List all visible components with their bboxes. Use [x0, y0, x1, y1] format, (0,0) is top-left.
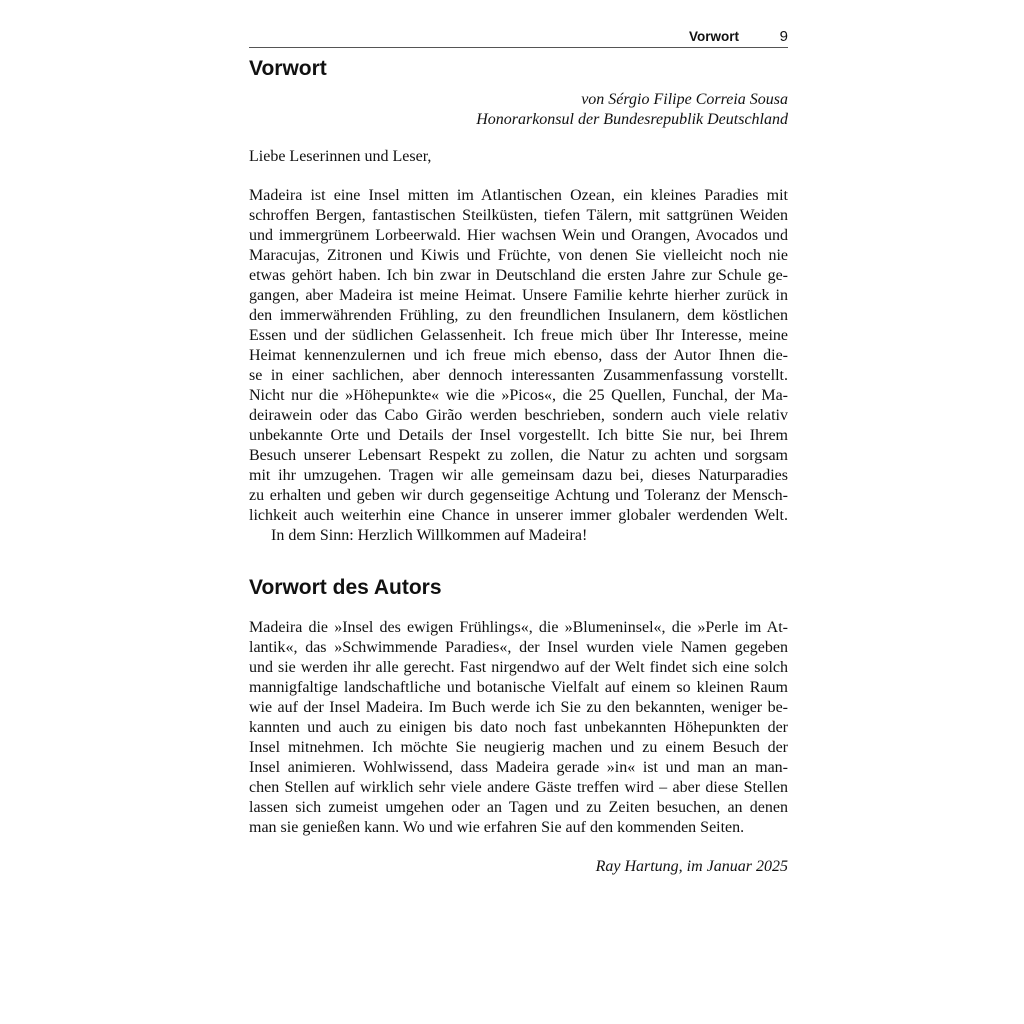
- foreword-body: [249, 186, 788, 546]
- body-line: Maracujas, Zitronen und Kiwis und Früchte, von denen Sie vielleicht noch nie: [249, 247, 788, 264]
- body-line: man sie genießen kann. Wo und wie erfahren Sie auf den kommenden Seiten.: [249, 819, 745, 836]
- closing-line: In dem Sinn: Herzlich Willkommen auf Madeira!: [271, 527, 588, 544]
- body-line: Essen und der südlichen Gelassenheit. Ich freue mich über Ihr Interesse, meine: [249, 327, 788, 344]
- body-line: se in einer sachlichen, aber dennoch interessanten Zusammenfassung vorstellt.: [249, 367, 788, 384]
- body-line: Heimat kennenzulernen und ich freue mich ebenso, dass der Autor Ihnen die-: [249, 347, 788, 364]
- running-header-section: Vorwort: [689, 29, 739, 44]
- foreword-byline: [249, 90, 788, 130]
- body-line: wie auf der Insel Madeira. Im Buch werde ich Sie zu den bekannten, weniger be-: [249, 699, 788, 716]
- body-line: etwas gehört haben. Ich bin zwar in Deutschland die ersten Jahre zur Schule ge-: [249, 267, 788, 284]
- byline-role: Honorarkonsul der Bundesrepublik Deutschland: [476, 111, 788, 128]
- running-header: [249, 28, 788, 48]
- body-line: und immergrünem Lorbeerwald. Hier wachsen Wein und Orangen, Avocados und: [249, 227, 788, 244]
- foreword-title: Vorwort: [249, 57, 327, 80]
- body-line: kannten und auch zu einigen bis dato noch fast unbekannten Höhepunkten der: [249, 719, 788, 736]
- author-foreword-body: [249, 618, 788, 838]
- page-number: 9: [779, 28, 788, 45]
- body-line: Besuch unserer Lebensart Respekt zu zollen, die Natur zu achten und sorgsam: [249, 447, 788, 464]
- body-line: lichkeit auch weiterhin eine Chance in unserer immer globaler werdenden Welt.: [249, 507, 788, 524]
- salutation: Liebe Leserinnen und Leser,: [249, 148, 432, 165]
- body-line: gangen, aber Madeira ist meine Heimat. Unsere Familie kehrte hierher zurück in: [249, 287, 788, 304]
- body-line: schroffen Bergen, fantastischen Steilküsten, tiefen Tälern, mit sattgrünen Weiden: [249, 207, 788, 224]
- body-line: zu erhalten und geben wir durch gegenseitige Achtung und Toleranz der Mensch-: [249, 487, 788, 504]
- body-line: Insel animieren. Wohlwissend, dass Madeira gerade »in« ist und man an man-: [249, 759, 788, 776]
- body-line: Nicht nur die »Höhepunkte« wie die »Picos«, die 25 Quellen, Funchal, der Ma-: [249, 387, 788, 404]
- author-signature: Ray Hartung, im Januar 2025: [595, 858, 788, 875]
- body-line: Madeira die »Insel des ewigen Frühlings«, die »Blumeninsel«, die »Perle im At-: [249, 619, 788, 636]
- body-line: unbekannte Orte und Details der Insel vorgestellt. Ich bitte Sie nur, bei Ihrem: [249, 427, 788, 444]
- author-foreword-title: Vorwort des Autors: [249, 576, 442, 599]
- book-page: [249, 28, 788, 877]
- body-line: Madeira ist eine Insel mitten im Atlantischen Ozean, ein kleines Paradies mit: [249, 187, 788, 204]
- body-line: deirawein oder das Cabo Girão werden beschrieben, sondern auch viele relativ: [249, 407, 788, 424]
- body-line: mit ihr umzugehen. Tragen wir alle gemeinsam dazu bei, dieses Naturparadies: [249, 467, 788, 484]
- byline-author: von Sérgio Filipe Correia Sousa: [581, 91, 788, 108]
- body-line: und sie werden ihr alle gerecht. Fast nirgendwo auf der Welt findet sich eine solch: [249, 659, 788, 676]
- body-line: den immerwährenden Frühling, zu den freundlichen Insulanern, dem köstlichen: [249, 307, 788, 324]
- body-line: lassen sich zumeist umgehen oder an Tagen und zu Zeiten besuchen, an denen: [249, 799, 788, 816]
- body-line: lantik«, das »Schwimmende Paradies«, der Insel wurden viele Namen gegeben: [249, 639, 788, 656]
- body-line: Insel mitnehmen. Ich möchte Sie neugierig machen und zu einem Besuch der: [249, 739, 788, 756]
- body-line: chen Stellen auf wirklich sehr viele andere Gäste treffen wird – aber diese Stellen: [249, 779, 788, 796]
- body-line: mannigfaltige landschaftliche und botanische Vielfalt auf einem so kleinen Raum: [249, 679, 788, 696]
